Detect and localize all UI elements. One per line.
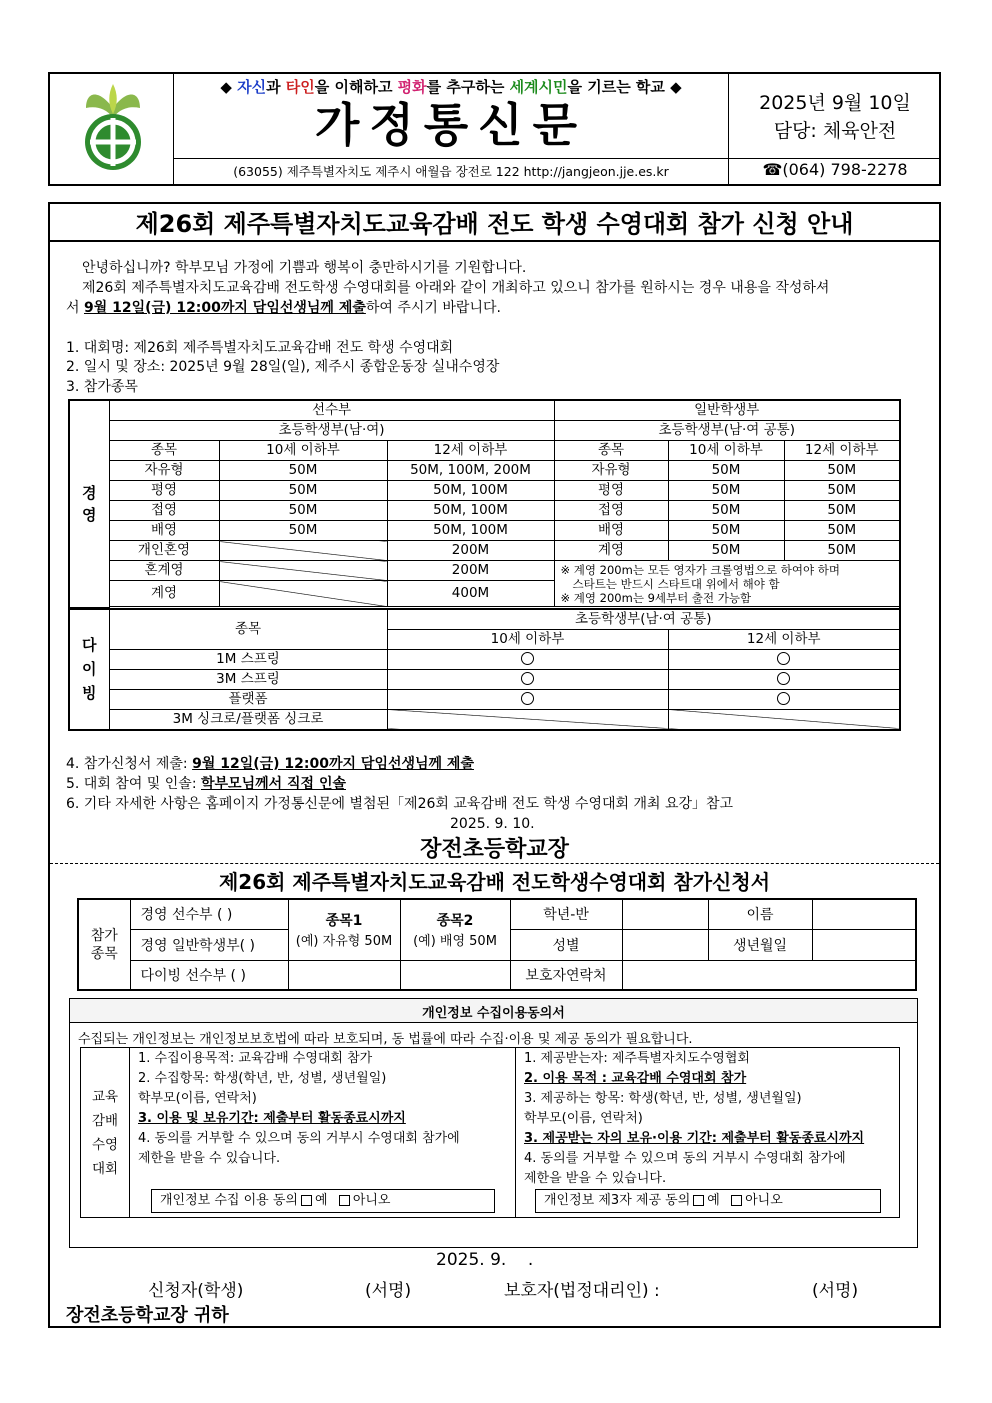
consent-desc: 수집되는 개인정보는 개인정보보호법에 따라 보호되며, 동 법률에 따라 수집·이용 및 제공 동의가 필요합니다. bbox=[78, 1032, 693, 1047]
consent-left: 1. 수집이용목적: 교육감배 수영대회 참가 2. 수집항목: 학생(학년, 반, 성별, 생년월일) 학부모(이름, 연락처) 3. 이용 및 보유기간: 제출부터 활동종료시까지 4. 동의를 거부할 수 있으며 동의 거부시 수영대회 참가에 제한을 받을 수 있습니다. bbox=[138, 1051, 460, 1166]
item-name: 1. 대회명: 제26회 제주특별자치도교육감배 전도 학생 수영대회 bbox=[66, 340, 454, 356]
gender-label: 성별 bbox=[510, 929, 622, 960]
dive-event: 3M 싱크로/플랫폼 싱크로 bbox=[109, 709, 387, 730]
opt-athlete[interactable]: 경영 선수부 ( ) bbox=[130, 899, 288, 929]
cell-g10: 50M bbox=[668, 461, 784, 481]
item-etc: 6. 기타 자세한 사항은 홈페이지 가정통신문에 별첨된「제26회 교육감배 전도 학생 수영대회 개최 요강」참고 bbox=[66, 796, 734, 812]
table-row bbox=[69, 709, 900, 730]
col-event: 종목 bbox=[109, 441, 219, 461]
cell-event: 접영 bbox=[109, 501, 219, 521]
dive-side-label: 다 이 빙 bbox=[69, 609, 109, 730]
cell-empty bbox=[668, 709, 900, 730]
guardian-sign[interactable]: (서명) bbox=[812, 1281, 859, 1301]
footer-date: 2025. 9. . bbox=[436, 1250, 534, 1270]
general-sub: 초등학생부(남·여 공통) bbox=[554, 421, 900, 441]
dive-col-event: 종목 bbox=[109, 609, 387, 650]
application-form bbox=[77, 898, 917, 991]
table-row bbox=[69, 521, 900, 541]
consent-title: 개인정보 수집이용동의서 bbox=[422, 1006, 565, 1021]
opt-general[interactable]: 경영 일반학생부( ) bbox=[130, 929, 288, 960]
third-party-yes-checkbox[interactable] bbox=[693, 1195, 704, 1206]
cell-a12: 50M, 100M bbox=[387, 481, 554, 501]
item-escort: 5. 대회 참여 및 인솔: 학부모님께서 직접 인솔 bbox=[66, 776, 346, 792]
collect-yes-checkbox[interactable] bbox=[301, 1195, 312, 1206]
event1-extra-field[interactable] bbox=[288, 960, 400, 990]
form-title: 제26회 제주특별자치도교육감배 전도학생수영대회 참가신청서 bbox=[218, 870, 771, 894]
cell-gev: 평영 bbox=[554, 481, 668, 501]
cell-g12: 50M bbox=[784, 461, 900, 481]
grade-field[interactable] bbox=[622, 899, 708, 929]
intro-line-2: 제26회 제주특별자치도교육감배 전도학생 수영대회를 아래와 같이 개최하고 있으니 참가를 원하시는 경우 내용을 작성하셔 bbox=[82, 280, 830, 296]
birth-field[interactable] bbox=[812, 929, 916, 960]
table-row bbox=[69, 689, 900, 709]
consent-right: 1. 제공받는자: 제주특별자치도수영협회 2. 이용 목적 : 교육감배 수영대회 참가 3. 제공하는 항목: 학생(학년, 반, 성별, 생년월일) 학부모(이름, 연락처) 3. 제공받는 자의 보유·이용 기간: 제출부터 활동종료시까지 4. 동의를 거부할 수 있으며 동의 거부시 수영대회 참가에 제한을 받을 수 있습니다. bbox=[524, 1051, 865, 1186]
dive-col-10: 10세 이하부 bbox=[387, 629, 668, 649]
dive-mark-10 bbox=[387, 649, 668, 669]
cell-event: 혼계영 bbox=[109, 561, 219, 581]
issue-date: 2025년 9월 10일 bbox=[759, 92, 911, 114]
cell-a12: 50M, 100M bbox=[387, 521, 554, 541]
col-10: 10세 이하부 bbox=[219, 441, 387, 461]
item-submit: 4. 참가신청서 제출: 9월 12일(금) 12:00까지 담임선생님께 제출 bbox=[66, 756, 474, 772]
cell-event: 계영 bbox=[109, 581, 219, 607]
event2-extra-field[interactable] bbox=[400, 960, 510, 990]
dive-mark-12 bbox=[668, 669, 900, 689]
item-events: 3. 참가종목 bbox=[66, 379, 138, 395]
cell-g10: 50M bbox=[668, 541, 784, 561]
third-party-no-checkbox[interactable] bbox=[731, 1195, 742, 1206]
athlete-sub: 초등학생부(남·여) bbox=[109, 421, 554, 441]
intro-line-1: 안녕하십니까? 학부모님 가정에 기쁨과 행복이 충만하시기를 기원합니다. bbox=[82, 260, 527, 276]
table-row bbox=[69, 481, 900, 501]
consent-third-party-box[interactable]: 개인정보 제3자 제공 동의 예 아니오 bbox=[535, 1189, 881, 1213]
item-date-place: 2. 일시 및 장소: 2025년 9월 28일(일), 제주시 종합운동장 실내수영장 bbox=[66, 359, 500, 375]
consent-mid-divider bbox=[515, 1048, 516, 1217]
dive-mark-10 bbox=[387, 669, 668, 689]
cell-empty bbox=[219, 561, 387, 581]
general-division: 일반학생부 bbox=[554, 400, 900, 421]
events-table bbox=[68, 399, 901, 731]
cell-a10: 50M bbox=[219, 461, 387, 481]
table-row bbox=[69, 541, 900, 561]
applicant-label: 신청자(학생) bbox=[148, 1281, 244, 1301]
cell-event: 배영 bbox=[109, 521, 219, 541]
col-10-general: 10세 이하부 bbox=[668, 441, 784, 461]
consent-collect-box[interactable]: 개인정보 수집 이용 동의 예 아니오 bbox=[151, 1189, 495, 1213]
school-logo bbox=[68, 78, 158, 178]
cut-line bbox=[50, 863, 939, 864]
swim-side-label: 경 영 bbox=[69, 400, 109, 607]
guardian-sign-label: 보호자(법정대리인) : bbox=[504, 1281, 660, 1301]
header-bottom-divider bbox=[173, 158, 939, 159]
birth-label: 생년월일 bbox=[708, 929, 812, 960]
grade-label: 학년-반 bbox=[510, 899, 622, 929]
cell-a12: 400M bbox=[387, 581, 554, 607]
name-label: 이름 bbox=[708, 899, 812, 929]
cell-a10: 50M bbox=[219, 501, 387, 521]
addressee: 장전초등학교장 귀하 bbox=[66, 1305, 229, 1326]
cell-gev: 접영 bbox=[554, 501, 668, 521]
dive-mark-10 bbox=[387, 689, 668, 709]
school-motto: ◆ 자신과 타인을 이해하고 평화를 추구하는 세계시민을 기르는 학교 ◆ bbox=[220, 78, 682, 96]
cell-g12: 50M bbox=[784, 541, 900, 561]
page-title: 가정통신문 bbox=[314, 98, 588, 152]
cell-g10: 50M bbox=[668, 501, 784, 521]
dive-event: 3M 스프링 bbox=[109, 669, 387, 689]
main-title-underline bbox=[50, 240, 939, 242]
manager: 담당: 체육안전 bbox=[773, 120, 897, 142]
dive-event: 1M 스프링 bbox=[109, 649, 387, 669]
cell-empty bbox=[387, 709, 668, 730]
header-right-divider bbox=[728, 74, 729, 184]
principal-name: 장전초등학교장 bbox=[420, 837, 569, 862]
cell-gev: 자유형 bbox=[554, 461, 668, 481]
cell-a12: 50M, 100M, 200M bbox=[387, 461, 554, 481]
cell-event: 자유형 bbox=[109, 461, 219, 481]
table-row bbox=[69, 561, 900, 581]
intro-line-3: 서 9월 12일(금) 12:00까지 담임선생님께 제출하여 주시기 바랍니다. bbox=[66, 300, 501, 316]
athlete-division: 선수부 bbox=[109, 400, 554, 421]
table-row bbox=[69, 461, 900, 481]
cell-a12: 200M bbox=[387, 541, 554, 561]
cell-empty bbox=[219, 581, 387, 607]
opt-diving[interactable]: 다이빙 선수부 ( ) bbox=[130, 960, 288, 990]
consent-side: 교육 감배 수영 대회 bbox=[91, 1089, 119, 1177]
dive-mark-12 bbox=[668, 689, 900, 709]
cell-g12: 50M bbox=[784, 521, 900, 541]
header-logo-divider bbox=[173, 74, 174, 184]
cell-g12: 50M bbox=[784, 501, 900, 521]
event1-field[interactable]: 종목1 (예) 자유형 50M bbox=[288, 899, 400, 960]
consent-side-divider bbox=[129, 1048, 130, 1217]
table-row bbox=[69, 501, 900, 521]
dive-sub: 초등학생부(남·여 공통) bbox=[387, 609, 900, 630]
cell-a10: 50M bbox=[219, 481, 387, 501]
applicant-sign[interactable]: (서명) bbox=[365, 1281, 412, 1301]
table-row bbox=[69, 669, 900, 689]
gender-field[interactable] bbox=[622, 929, 708, 960]
col-12-general: 12세 이하부 bbox=[784, 441, 900, 461]
guardian-field[interactable] bbox=[622, 960, 916, 990]
form-side: 참가 종목 bbox=[78, 899, 130, 990]
cell-empty bbox=[219, 541, 387, 561]
cell-a10: 50M bbox=[219, 521, 387, 541]
dive-col-12: 12세 이하부 bbox=[668, 629, 900, 649]
sign-date: 2025. 9. 10. bbox=[450, 816, 535, 832]
school-address: (63055) 제주특별자치도 제주시 애월읍 장전로 122 http://jangjeon.jje.es.kr bbox=[233, 164, 669, 179]
name-field[interactable] bbox=[812, 899, 916, 929]
relay-note: ※ 계영 200m는 모든 영자가 크롤영법으로 하여야 하며 스타트는 반드시 스타트대 위에서 해야 함 ※ 계영 200m는 9세부터 출전 가능함 bbox=[554, 561, 900, 607]
school-phone: ☎(064) 798-2278 bbox=[762, 160, 908, 179]
cell-g12: 50M bbox=[784, 481, 900, 501]
col-event-general: 종목 bbox=[554, 441, 668, 461]
dive-mark-12 bbox=[668, 649, 900, 669]
cell-g10: 50M bbox=[668, 481, 784, 501]
cell-event: 평영 bbox=[109, 481, 219, 501]
cell-a12: 50M, 100M bbox=[387, 501, 554, 521]
main-title: 제26회 제주특별자치도교육감배 전도 학생 수영대회 참가 신청 안내 bbox=[135, 210, 854, 238]
cell-gev: 배영 bbox=[554, 521, 668, 541]
event2-field[interactable]: 종목2 (예) 배영 50M bbox=[400, 899, 510, 960]
table-row bbox=[69, 649, 900, 669]
cell-a12: 200M bbox=[387, 561, 554, 581]
cell-g10: 50M bbox=[668, 521, 784, 541]
dive-event: 플랫폼 bbox=[109, 689, 387, 709]
collect-no-checkbox[interactable] bbox=[339, 1195, 350, 1206]
cell-event: 개인혼영 bbox=[109, 541, 219, 561]
cell-gev: 계영 bbox=[554, 541, 668, 561]
col-12: 12세 이하부 bbox=[387, 441, 554, 461]
guardian-label: 보호자연락처 bbox=[510, 960, 622, 990]
